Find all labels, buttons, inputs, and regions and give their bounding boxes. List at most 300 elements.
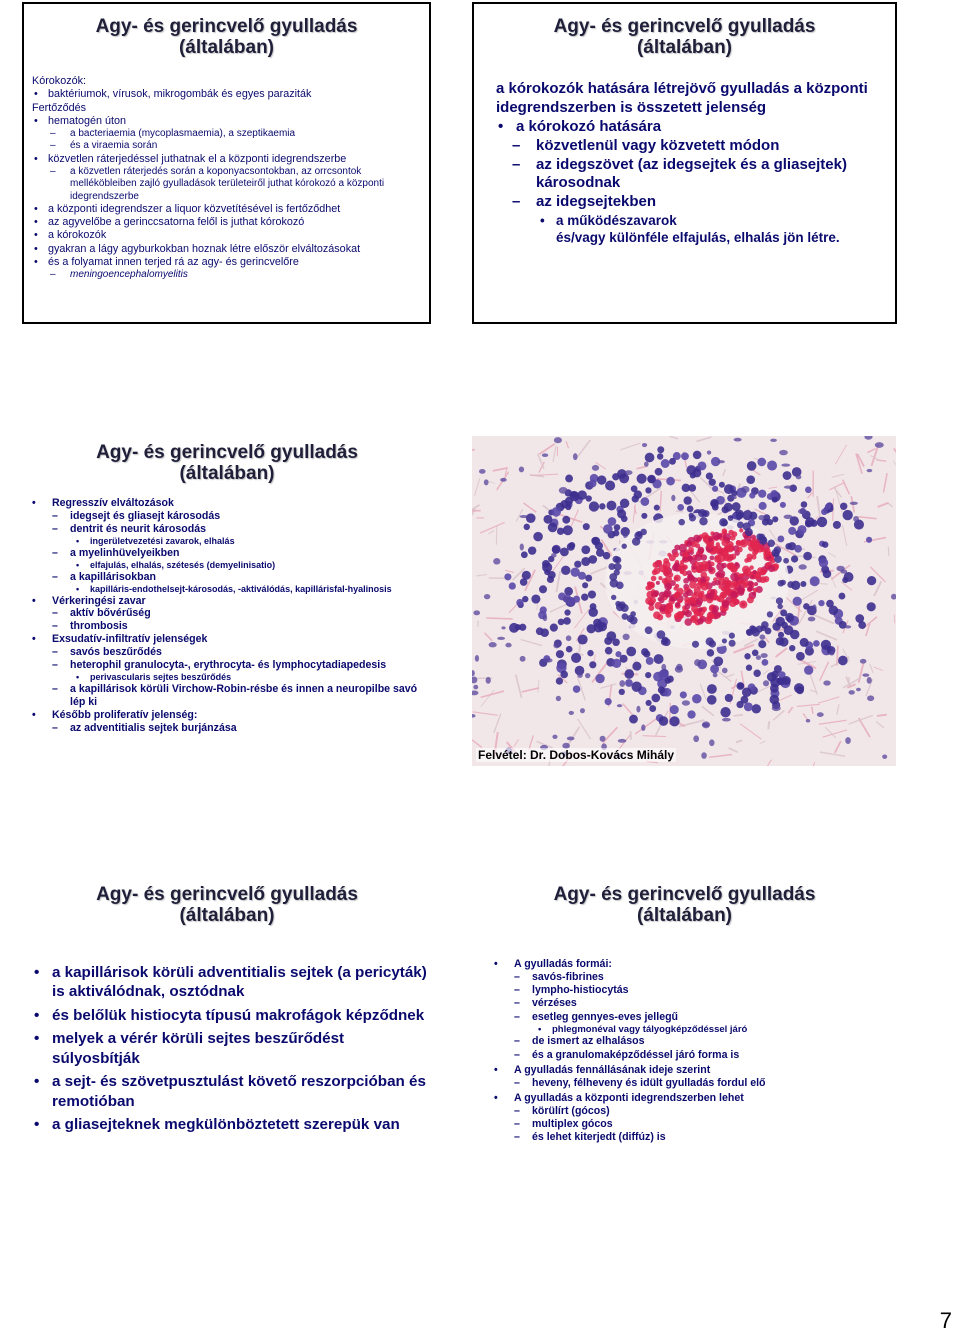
erythrocyte xyxy=(687,556,692,561)
erythrocyte xyxy=(717,597,721,601)
list-item xyxy=(30,722,428,735)
glial-nucleus xyxy=(682,700,690,706)
nucleus xyxy=(712,486,718,492)
glial-nucleus xyxy=(829,651,834,655)
nucleus xyxy=(813,640,820,647)
nucleus xyxy=(687,506,694,513)
slide-6-title-line2: (általában) xyxy=(636,905,733,927)
bullet-marker: • xyxy=(34,152,38,165)
endothelial-nucleus xyxy=(630,611,636,617)
nucleus xyxy=(693,451,702,460)
nucleus xyxy=(589,661,596,668)
tissue-fiber xyxy=(768,721,769,729)
nucleus xyxy=(603,524,613,534)
glial-nucleus xyxy=(520,656,526,662)
nucleus xyxy=(578,634,588,644)
glial-nucleus xyxy=(636,706,640,713)
erythrocyte xyxy=(691,605,698,612)
erythrocyte xyxy=(653,590,659,596)
list-item xyxy=(32,269,423,281)
list-item xyxy=(32,102,423,115)
list-item-text: a bacteriaemia (mycoplasmaemia), a szeptikaemia xyxy=(70,128,296,140)
list-item-text: a közvetlen ráterjedés során a koponyacsontokban, az orrcsontok melléköbleiben zajló gyulladások területeiről juthat kórokozó a központi idegrendszerbe xyxy=(70,165,385,202)
slide-1-body xyxy=(32,75,423,281)
bullet-marker: – xyxy=(52,721,58,734)
nucleus xyxy=(524,524,530,530)
list-item xyxy=(30,963,428,1002)
nucleus xyxy=(789,645,795,651)
nucleus xyxy=(631,681,641,691)
erythrocyte xyxy=(719,548,724,553)
list-item-text: thrombosis xyxy=(70,620,128,633)
nucleus xyxy=(519,624,526,631)
nucleus xyxy=(645,672,651,678)
glial-nucleus xyxy=(577,672,582,677)
glial-nucleus xyxy=(675,666,683,673)
glial-nucleus xyxy=(707,451,711,455)
erythrocyte xyxy=(717,533,723,539)
nucleus xyxy=(798,525,807,534)
erythrocyte xyxy=(684,604,690,610)
erythrocyte xyxy=(749,586,754,591)
glial-nucleus xyxy=(862,673,869,676)
erythrocyte xyxy=(675,584,679,588)
erythrocyte xyxy=(734,599,739,604)
glial-nucleus xyxy=(722,718,731,722)
endothelial-nucleus xyxy=(745,528,753,536)
list-item-text: és a granulomaképződéssel járó forma is xyxy=(532,1048,740,1061)
endothelial-nucleus xyxy=(787,581,794,588)
nucleus xyxy=(867,602,876,611)
nucleus xyxy=(547,576,554,583)
nucleus xyxy=(556,650,564,658)
erythrocyte xyxy=(737,547,743,553)
nucleus xyxy=(632,662,641,671)
glial-nucleus xyxy=(867,695,874,701)
list-item xyxy=(490,958,893,971)
glial-nucleus xyxy=(722,668,728,674)
erythrocyte xyxy=(717,613,721,617)
nucleus xyxy=(801,501,808,508)
nucleus xyxy=(720,707,730,717)
erythrocyte xyxy=(720,592,727,599)
nucleus xyxy=(597,475,606,484)
erythrocyte xyxy=(722,600,730,608)
nucleus xyxy=(641,513,647,519)
list-item-text: baktériumok, vírusok, mikrogombák és egyes paraziták xyxy=(48,88,312,101)
glial-nucleus xyxy=(781,464,790,467)
nucleus xyxy=(634,490,642,498)
list-item-text: és a viraemia során xyxy=(70,140,158,152)
nucleus xyxy=(736,512,744,520)
nucleus xyxy=(560,547,569,556)
bullet-marker: – xyxy=(52,570,58,583)
nucleus xyxy=(605,698,612,705)
nucleus xyxy=(646,657,654,665)
list-item-text: közvetlenül vagy közvetett módon xyxy=(536,136,780,154)
glial-nucleus xyxy=(850,502,858,505)
nucleus xyxy=(669,458,676,465)
glial-nucleus xyxy=(542,453,548,457)
glial-nucleus xyxy=(836,566,844,572)
bullet-marker: • xyxy=(34,255,38,268)
glial-nucleus xyxy=(875,442,884,448)
erythrocyte xyxy=(684,618,692,626)
bullet-marker: • xyxy=(34,242,38,255)
nucleus xyxy=(805,520,812,527)
nucleus xyxy=(777,536,784,543)
nucleus xyxy=(692,694,701,703)
glial-nucleus xyxy=(556,696,561,701)
glial-nucleus xyxy=(484,594,490,599)
nucleus xyxy=(574,561,581,568)
slide-1-title xyxy=(24,16,429,59)
nucleus xyxy=(855,614,864,623)
glial-nucleus xyxy=(553,643,560,649)
list-item-text: ingerületvezetési zavarok, elhalás xyxy=(90,535,235,546)
erythrocyte xyxy=(718,585,722,589)
slide-6-body xyxy=(490,958,893,1144)
bullet-marker: • xyxy=(34,1030,40,1048)
nucleus xyxy=(533,532,543,542)
nucleus xyxy=(657,446,664,453)
list-item-text: A gyulladás fennállásának ideje szerint xyxy=(514,1063,711,1076)
nucleus xyxy=(563,617,571,625)
nucleus xyxy=(706,472,713,479)
glial-nucleus xyxy=(761,653,768,658)
glial-nucleus xyxy=(784,485,792,488)
bullet-marker: – xyxy=(50,269,56,281)
nucleus xyxy=(788,527,796,535)
nucleus xyxy=(556,677,563,684)
nucleus xyxy=(767,672,777,682)
nucleus xyxy=(758,490,766,498)
glial-nucleus xyxy=(573,453,578,460)
nucleus xyxy=(744,653,750,659)
erythrocyte xyxy=(697,547,704,554)
list-item-text: savós-fibrines xyxy=(532,971,604,984)
nucleus xyxy=(707,695,717,705)
nucleus xyxy=(589,501,599,511)
nucleus xyxy=(604,637,612,645)
list-item-text: aktív bővérűség xyxy=(70,607,151,620)
nucleus xyxy=(684,496,692,504)
nucleus xyxy=(778,632,784,638)
nucleus xyxy=(747,461,757,471)
nucleus xyxy=(583,523,590,530)
tissue-fiber xyxy=(877,715,887,716)
glial-nucleus xyxy=(501,626,505,629)
list-item xyxy=(30,1029,428,1068)
endothelial-nucleus xyxy=(719,518,727,526)
glial-nucleus xyxy=(569,711,574,715)
endothelial-nucleus xyxy=(783,558,789,564)
nucleus xyxy=(605,480,615,490)
nucleus xyxy=(669,716,679,726)
list-item xyxy=(30,672,428,683)
glial-nucleus xyxy=(479,469,486,474)
nucleus xyxy=(826,600,834,608)
glial-nucleus xyxy=(812,604,816,610)
nucleus xyxy=(753,670,760,677)
erythrocyte xyxy=(675,602,680,607)
glial-nucleus xyxy=(566,635,572,641)
nucleus xyxy=(626,647,636,657)
nucleus xyxy=(749,492,755,498)
endothelial-nucleus xyxy=(699,517,707,525)
glial-nucleus xyxy=(709,739,714,746)
nucleus xyxy=(867,576,876,585)
nucleus xyxy=(531,594,540,603)
glial-nucleus xyxy=(563,597,570,603)
list-item xyxy=(490,1131,893,1144)
list-item xyxy=(496,137,887,156)
list-item xyxy=(490,1035,893,1048)
tissue-fiber xyxy=(496,526,497,544)
nucleus xyxy=(767,461,777,471)
list-item-text: és lehet kiterjedt (diffúz) is xyxy=(532,1131,666,1144)
list-item xyxy=(32,115,423,128)
glial-nucleus xyxy=(489,642,497,647)
nucleus xyxy=(681,452,689,460)
glial-nucleus xyxy=(741,486,749,493)
list-item-text: a kórokozó hatására xyxy=(516,117,662,135)
glial-nucleus xyxy=(619,680,625,687)
slide-5 xyxy=(22,870,432,1200)
nucleus xyxy=(752,704,761,713)
glial-nucleus xyxy=(641,724,645,731)
bullet-marker: – xyxy=(514,984,520,997)
glial-nucleus xyxy=(808,617,816,622)
glial-nucleus xyxy=(475,655,479,662)
glial-nucleus xyxy=(717,460,725,463)
list-item xyxy=(32,216,423,229)
slide-5-body xyxy=(30,963,428,1139)
nucleus xyxy=(724,484,734,494)
slide-5-title xyxy=(22,884,432,927)
erythrocyte xyxy=(710,613,715,618)
nucleus xyxy=(516,599,523,606)
list-item-text: és a folyamat innen terjed rá az agy- és gerincvelőre xyxy=(48,255,299,268)
bullet-marker: – xyxy=(52,522,58,535)
list-item-text: és belőlük histiocyta típusú makrofágok képződnek xyxy=(52,1006,425,1024)
nucleus xyxy=(793,597,802,606)
erythrocyte xyxy=(689,598,695,604)
erythrocyte xyxy=(663,568,668,573)
bullet-marker: – xyxy=(50,165,56,177)
endothelial-nucleus xyxy=(760,625,766,631)
glial-nucleus xyxy=(520,515,529,518)
nucleus xyxy=(565,475,573,483)
nucleus xyxy=(509,582,516,589)
endothelial-nucleus xyxy=(767,539,775,547)
glial-nucleus xyxy=(486,677,491,684)
glial-nucleus xyxy=(770,439,777,442)
glial-nucleus xyxy=(763,680,769,686)
bullet-marker: – xyxy=(512,193,521,211)
nucleus xyxy=(641,497,650,506)
bullet-marker: • xyxy=(32,708,36,721)
endothelial-nucleus xyxy=(611,595,616,600)
erythrocyte xyxy=(689,581,697,589)
nucleus xyxy=(645,487,651,493)
nucleus xyxy=(724,503,733,512)
erythrocyte xyxy=(721,539,728,546)
nucleus xyxy=(526,513,536,523)
nucleus xyxy=(800,581,806,587)
glial-nucleus xyxy=(817,712,824,717)
glial-nucleus xyxy=(867,469,873,472)
nucleus xyxy=(822,541,828,547)
nucleus xyxy=(758,640,766,648)
glial-nucleus xyxy=(849,690,855,695)
bullet-marker: • xyxy=(34,229,38,242)
nucleus xyxy=(654,654,664,664)
bullet-marker: • xyxy=(34,216,38,229)
nucleus xyxy=(818,600,824,606)
list-item xyxy=(30,646,428,659)
nucleus xyxy=(659,716,669,726)
glial-nucleus xyxy=(500,478,507,482)
list-item xyxy=(30,1072,428,1111)
nucleus xyxy=(612,473,619,480)
glial-nucleus xyxy=(618,739,627,743)
list-item xyxy=(30,620,428,633)
nucleus xyxy=(666,477,675,486)
nucleus xyxy=(780,502,786,508)
list-item-text: Kórokozók: xyxy=(32,75,87,87)
list-item-text: és/vagy különféle elfajulás, elhalás jön létre. xyxy=(556,230,840,246)
list-item-text: Fertőződés xyxy=(32,101,87,114)
glial-nucleus xyxy=(552,735,557,739)
erythrocyte xyxy=(683,557,688,562)
list-item-text: dentrit és neurit károsodás xyxy=(70,522,206,535)
nucleus xyxy=(677,504,684,511)
list-item-text: Később proliferatív jelenség: xyxy=(52,708,198,721)
glial-nucleus xyxy=(856,688,861,692)
erythrocyte xyxy=(701,532,708,539)
nucleus xyxy=(562,516,570,524)
tissue-fiber xyxy=(676,511,683,512)
glial-nucleus xyxy=(796,475,802,480)
list-item xyxy=(490,1105,893,1118)
list-item xyxy=(30,510,428,523)
nucleus xyxy=(588,607,598,617)
list-item xyxy=(490,1024,893,1036)
list-item-text: A gyulladás a központi idegrendszerben lehet xyxy=(514,1091,744,1104)
nucleus xyxy=(560,671,568,679)
list-item xyxy=(30,584,428,595)
nucleus xyxy=(783,471,792,480)
list-item xyxy=(32,153,423,166)
bullet-marker: – xyxy=(52,683,58,696)
nucleus xyxy=(746,475,755,484)
nucleus xyxy=(551,507,560,516)
nucleus xyxy=(646,700,652,706)
erythrocyte xyxy=(674,545,680,551)
erythrocyte xyxy=(659,598,664,603)
erythrocyte xyxy=(658,576,662,580)
glial-nucleus xyxy=(497,637,505,640)
list-item xyxy=(30,497,428,510)
bullet-marker: – xyxy=(514,1035,520,1048)
endothelial-nucleus xyxy=(698,509,706,517)
glial-nucleus xyxy=(473,685,478,690)
slide-1 xyxy=(22,2,431,324)
nucleus xyxy=(840,503,847,510)
nucleus xyxy=(652,694,661,703)
nucleus xyxy=(687,710,695,718)
nucleus xyxy=(752,650,759,657)
nucleus xyxy=(744,702,753,711)
glial-nucleus xyxy=(759,634,765,639)
bullet-marker: – xyxy=(52,509,58,522)
nucleus xyxy=(647,475,656,484)
erythrocyte xyxy=(747,557,752,562)
glial-nucleus xyxy=(734,438,742,442)
nucleus xyxy=(624,669,634,679)
erythrocyte xyxy=(688,547,694,553)
nucleus xyxy=(838,656,848,666)
erythrocyte xyxy=(727,580,732,585)
endothelial-nucleus xyxy=(776,597,783,604)
erythrocyte xyxy=(657,614,663,620)
bullet-marker: • xyxy=(540,213,545,229)
erythrocyte xyxy=(645,597,652,604)
nucleus xyxy=(590,474,599,483)
nucleus xyxy=(803,603,809,609)
nucleus xyxy=(661,459,670,468)
nucleus xyxy=(866,537,872,543)
erythrocyte xyxy=(647,582,653,588)
erythrocyte xyxy=(673,593,678,598)
nucleus xyxy=(528,546,536,554)
nucleus xyxy=(736,682,744,690)
nucleus xyxy=(558,619,565,626)
erythrocyte xyxy=(698,608,703,613)
erythrocyte xyxy=(707,593,714,600)
list-item xyxy=(30,607,428,620)
endothelial-nucleus xyxy=(640,529,647,536)
bullet-marker: – xyxy=(52,646,58,659)
glial-nucleus xyxy=(484,479,489,485)
glial-nucleus xyxy=(585,673,590,678)
slide-1-title-line2: (általában) xyxy=(178,37,275,59)
erythrocyte xyxy=(739,600,747,608)
nucleus xyxy=(825,503,831,509)
glial-nucleus xyxy=(823,680,830,685)
slide-6 xyxy=(472,870,897,1200)
list-item xyxy=(490,1049,893,1062)
nucleus xyxy=(588,555,597,564)
bullet-marker: – xyxy=(52,620,58,633)
erythrocyte xyxy=(753,570,757,574)
nucleus xyxy=(697,462,706,471)
nucleus xyxy=(573,685,581,693)
slide-2-body xyxy=(496,80,887,246)
endothelial-nucleus xyxy=(616,582,624,590)
list-item-text: meningoencephalomyelitis xyxy=(70,269,188,281)
endothelial-nucleus xyxy=(728,515,734,521)
glial-nucleus xyxy=(661,664,666,671)
list-item-text: perivascularis sejtes beszűrődés xyxy=(90,672,232,683)
list-item xyxy=(490,1064,893,1077)
list-item xyxy=(496,212,887,229)
nucleus xyxy=(843,510,853,520)
glial-nucleus xyxy=(473,610,480,615)
nucleus xyxy=(615,651,621,657)
endothelial-nucleus xyxy=(618,601,625,608)
